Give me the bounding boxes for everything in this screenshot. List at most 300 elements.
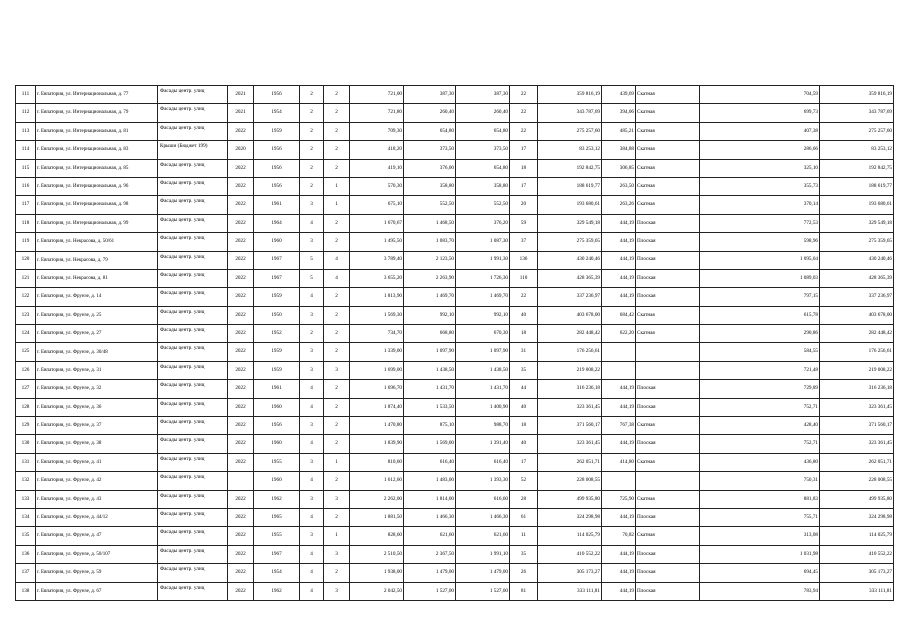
work-type-cell bbox=[158, 343, 228, 361]
address-cell: г. Евпатория, ул. Фрунзе, д. 14 bbox=[36, 288, 158, 306]
planned-year-cell: 2022 bbox=[228, 214, 254, 232]
build-year-cell: 1961 bbox=[254, 196, 300, 214]
table-row bbox=[16, 325, 894, 343]
build-year-cell: 1956 bbox=[254, 417, 300, 435]
table-row bbox=[16, 288, 894, 306]
repair-cost-cell: 219 008,22 bbox=[538, 361, 602, 379]
row-number-cell: 131 bbox=[16, 453, 36, 471]
residents-count-cell: 61 bbox=[510, 508, 538, 526]
row-number-cell: 112 bbox=[16, 104, 36, 122]
living-area-cell: 2 367,50 bbox=[404, 545, 456, 563]
address-cell: г. Евпатория, ул. Интернациональная, д. 79 bbox=[36, 104, 158, 122]
roof-type-cell bbox=[636, 343, 700, 361]
residential-area-cell: 1 087,30 bbox=[456, 233, 510, 251]
cost-limit-cell: 615,78 bbox=[700, 306, 820, 324]
address-cell: г. Евпатория, ул. Интернациональная, д. 83 bbox=[36, 141, 158, 159]
floors-cell: 4 bbox=[300, 435, 324, 453]
residential-area-cell: 552,50 bbox=[456, 196, 510, 214]
work-type-cell bbox=[158, 527, 228, 545]
cost-limit-cell: 704,59 bbox=[700, 86, 820, 104]
floors-cell: 2 bbox=[300, 325, 324, 343]
residential-area-cell: 1 527,00 bbox=[456, 582, 510, 600]
living-area-cell: 1 097,90 bbox=[404, 343, 456, 361]
fund-amount-cell: 430 240,46 bbox=[820, 251, 894, 269]
address-cell: г. Евпатория, ул. Фрунзе, д. 30/48 bbox=[36, 343, 158, 361]
address-cell: г. Евпатория, ул. Фрунзе, д. 36 bbox=[36, 398, 158, 416]
cost-limit-cell: 584,55 bbox=[700, 343, 820, 361]
build-year-cell: 1956 bbox=[254, 86, 300, 104]
row-number-cell: 116 bbox=[16, 177, 36, 195]
fund-amount-cell: 337 236,97 bbox=[820, 288, 894, 306]
residents-count-cell: 110 bbox=[510, 269, 538, 287]
address-cell: г. Евпатория, ул. Интернациональная, д. 81 bbox=[36, 122, 158, 140]
address-cell: г. Евпатория, ул. Фрунзе, д. 38 bbox=[36, 435, 158, 453]
living-area-cell: 668,80 bbox=[404, 325, 456, 343]
living-area-cell: 1 527,00 bbox=[404, 582, 456, 600]
build-year-cell: 1960 bbox=[254, 233, 300, 251]
work-type-label: Фасады центр. улиц bbox=[160, 510, 205, 517]
roof-type-cell: Плоская bbox=[636, 380, 700, 398]
row-number-cell: 118 bbox=[16, 214, 36, 232]
living-area-cell: 1 814,00 bbox=[404, 490, 456, 508]
build-year-cell: 1964 bbox=[254, 214, 300, 232]
floors-cell: 4 bbox=[300, 564, 324, 582]
residential-area-cell: 373,50 bbox=[456, 141, 510, 159]
work-type-cell bbox=[158, 398, 228, 416]
residential-area-cell: 992,10 bbox=[456, 306, 510, 324]
build-year-cell: 1967 bbox=[254, 251, 300, 269]
total-area-cell: 1 612,60 bbox=[350, 472, 404, 490]
cost-limit-cell: 783,94 bbox=[700, 582, 820, 600]
work-type-cell bbox=[158, 269, 228, 287]
entrances-cell: 2 bbox=[324, 288, 350, 306]
residents-count-cell: 18 bbox=[510, 325, 538, 343]
roof-type-cell: Плоская bbox=[636, 582, 700, 600]
residential-area-cell: 654,80 bbox=[456, 122, 510, 140]
residential-area-cell: 616,60 bbox=[456, 490, 510, 508]
work-type-label: Фасады центр. улиц bbox=[160, 253, 205, 260]
work-type-label: Фасады центр. улиц bbox=[160, 492, 205, 499]
unit-cost-cell: 70,82 bbox=[602, 527, 636, 545]
residents-count-cell: 22 bbox=[510, 122, 538, 140]
residents-count-cell: 35 bbox=[510, 545, 538, 563]
planned-year-cell: 2022 bbox=[228, 159, 254, 177]
work-type-label: Фасады центр. улиц bbox=[160, 327, 205, 334]
cost-limit-cell: 772,53 bbox=[700, 214, 820, 232]
work-type-cell bbox=[158, 306, 228, 324]
entrances-cell: 2 bbox=[324, 86, 350, 104]
repair-cost-cell: 403 678,00 bbox=[538, 306, 602, 324]
repair-cost-cell: 275 257,60 bbox=[538, 122, 602, 140]
living-area-cell: 1 533,50 bbox=[404, 398, 456, 416]
repair-cost-cell: 430 240,46 bbox=[538, 251, 602, 269]
total-area-cell: 675,10 bbox=[350, 196, 404, 214]
address-cell: г. Евпатория, ул. Фрунзе, д. 42 bbox=[36, 472, 158, 490]
address-cell: г. Евпатория, ул. Фрунзе, д. 47 bbox=[36, 527, 158, 545]
repair-cost-cell: 193 680,61 bbox=[538, 196, 602, 214]
build-year-cell: 1960 bbox=[254, 398, 300, 416]
row-number-cell: 134 bbox=[16, 508, 36, 526]
table-row bbox=[16, 159, 894, 177]
table-row bbox=[16, 177, 894, 195]
roof-type-cell: Скатная bbox=[636, 104, 700, 122]
unit-cost-cell: 767,38 bbox=[602, 417, 636, 435]
total-area-cell: 2 510,50 bbox=[350, 545, 404, 563]
planned-year-cell: 2022 bbox=[228, 435, 254, 453]
cost-limit-cell: 797,15 bbox=[700, 288, 820, 306]
residential-area-cell: 1 726,30 bbox=[456, 269, 510, 287]
row-number-cell: 129 bbox=[16, 417, 36, 435]
residents-count-cell: 28 bbox=[510, 490, 538, 508]
fund-amount-cell: 282 448,42 bbox=[820, 325, 894, 343]
total-area-cell: 709,30 bbox=[350, 122, 404, 140]
unit-cost-cell: 622,20 bbox=[602, 325, 636, 343]
floors-cell: 2 bbox=[300, 141, 324, 159]
address-cell: г. Евпатория, ул. Интернациональная, д. 99 bbox=[36, 214, 158, 232]
roof-type-cell: Скатная bbox=[636, 177, 700, 195]
build-year-cell: 1960 bbox=[254, 435, 300, 453]
entrances-cell: 2 bbox=[324, 214, 350, 232]
floors-cell: 4 bbox=[300, 288, 324, 306]
planned-year-cell: 2022 bbox=[228, 453, 254, 471]
planned-year-cell: 2022 bbox=[228, 343, 254, 361]
total-area-cell: 1 699,00 bbox=[350, 361, 404, 379]
entrances-cell: 2 bbox=[324, 508, 350, 526]
living-area-cell: 1 469,70 bbox=[404, 288, 456, 306]
fund-amount-cell: 114 025,79 bbox=[820, 527, 894, 545]
address-cell: г. Евпатория, ул. Фрунзе, д. 25 bbox=[36, 306, 158, 324]
entrances-cell: 2 bbox=[324, 380, 350, 398]
living-area-cell: 552,50 bbox=[404, 196, 456, 214]
roof-type-cell: Скатная bbox=[636, 86, 700, 104]
work-type-cell bbox=[158, 159, 228, 177]
residential-area-cell: 616,40 bbox=[456, 453, 510, 471]
address-cell: г. Евпатория, ул. Фрунзе, д. 27 bbox=[36, 325, 158, 343]
living-area-cell: 1 483,00 bbox=[404, 472, 456, 490]
entrances-cell: 3 bbox=[324, 545, 350, 563]
row-number-cell: 133 bbox=[16, 490, 36, 508]
total-area-cell: 2 042,50 bbox=[350, 582, 404, 600]
planned-year-cell: 2022 bbox=[228, 508, 254, 526]
cost-limit-cell: 1 089,03 bbox=[700, 269, 820, 287]
roof-type-cell: Скатная bbox=[636, 196, 700, 214]
roof-type-cell: Скатная bbox=[636, 453, 700, 471]
entrances-cell: 2 bbox=[324, 417, 350, 435]
planned-year-cell: 2022 bbox=[228, 380, 254, 398]
work-type-cell bbox=[158, 564, 228, 582]
unit-cost-cell: 444,19 bbox=[602, 269, 636, 287]
roof-type-cell: Плоская bbox=[636, 233, 700, 251]
planned-year-cell: 2022 bbox=[228, 417, 254, 435]
floors-cell: 4 bbox=[300, 508, 324, 526]
address-cell: г. Евпатория, ул. Интернациональная, д. 96 bbox=[36, 177, 158, 195]
unit-cost-cell: 444,19 bbox=[602, 214, 636, 232]
entrances-cell: 2 bbox=[324, 472, 350, 490]
planned-year-cell: 2022 bbox=[228, 288, 254, 306]
roof-type-cell bbox=[636, 361, 700, 379]
total-area-cell: 1 495,50 bbox=[350, 233, 404, 251]
fund-amount-cell: 176 256,61 bbox=[820, 343, 894, 361]
build-year-cell: 1955 bbox=[254, 453, 300, 471]
address-cell: г. Евпатория, ул. Фрунзе, д. 31 bbox=[36, 361, 158, 379]
cost-limit-cell: 752,71 bbox=[700, 398, 820, 416]
repair-cost-cell: 316 236,18 bbox=[538, 380, 602, 398]
residents-count-cell: 44 bbox=[510, 380, 538, 398]
work-type-label: Фасады центр. улиц bbox=[160, 308, 205, 315]
living-area-cell: 621,60 bbox=[404, 527, 456, 545]
planned-year-cell: 2022 bbox=[228, 306, 254, 324]
unit-cost-cell: 444,19 bbox=[602, 545, 636, 563]
table-row bbox=[16, 472, 894, 490]
address-cell: г. Евпатория, ул. Фрунзе, д. 67 bbox=[36, 582, 158, 600]
row-number-cell: 132 bbox=[16, 472, 36, 490]
table-row bbox=[16, 141, 894, 159]
roof-type-cell: Скатная bbox=[636, 417, 700, 435]
total-area-cell: 721,80 bbox=[350, 104, 404, 122]
residential-area-cell: 1 991,30 bbox=[456, 251, 510, 269]
entrances-cell: 1 bbox=[324, 177, 350, 195]
planned-year-cell: 2022 bbox=[228, 582, 254, 600]
residents-count-cell: 17 bbox=[510, 141, 538, 159]
roof-type-cell: Плоская bbox=[636, 214, 700, 232]
build-year-cell: 1954 bbox=[254, 564, 300, 582]
work-type-label: Фасады центр. улиц bbox=[160, 179, 205, 186]
row-number-cell: 122 bbox=[16, 288, 36, 306]
total-area-cell: 1 881,50 bbox=[350, 508, 404, 526]
roof-type-cell: Плоская bbox=[636, 545, 700, 563]
cost-limit-cell: 721,48 bbox=[700, 361, 820, 379]
repair-cost-cell: 176 256,61 bbox=[538, 343, 602, 361]
table-row bbox=[16, 545, 894, 563]
fund-amount-cell: 275 359,65 bbox=[820, 233, 894, 251]
address-cell: г. Евпатория, ул. Фрунзе, д. 43 bbox=[36, 490, 158, 508]
work-type-label: Фасады центр. улиц bbox=[160, 235, 205, 242]
table-row bbox=[16, 527, 894, 545]
address-cell: г. Евпатория, ул. Фрунзе, д. 37 bbox=[36, 417, 158, 435]
entrances-cell: 4 bbox=[324, 269, 350, 287]
total-area-cell: 3 655,20 bbox=[350, 269, 404, 287]
entrances-cell: 2 bbox=[324, 122, 350, 140]
total-area-cell: 3 789,40 bbox=[350, 251, 404, 269]
planned-year-cell: 2022 bbox=[228, 564, 254, 582]
living-area-cell: 260,40 bbox=[404, 104, 456, 122]
entrances-cell: 1 bbox=[324, 453, 350, 471]
unit-cost-cell: 263,26 bbox=[602, 196, 636, 214]
work-type-cell bbox=[158, 545, 228, 563]
entrances-cell: 2 bbox=[324, 343, 350, 361]
fund-amount-cell: 343 787,69 bbox=[820, 104, 894, 122]
repair-cost-cell: 323 361,45 bbox=[538, 435, 602, 453]
work-type-cell bbox=[158, 177, 228, 195]
work-type-cell bbox=[158, 453, 228, 471]
fund-amount-cell: 192 842,75 bbox=[820, 159, 894, 177]
work-type-cell bbox=[158, 122, 228, 140]
living-area-cell: 1 438,50 bbox=[404, 361, 456, 379]
residents-count-cell: 40 bbox=[510, 435, 538, 453]
repair-cost-cell: 333 111,81 bbox=[538, 582, 602, 600]
row-number-cell: 127 bbox=[16, 380, 36, 398]
work-type-label: Фасады центр. улиц bbox=[160, 124, 205, 131]
total-area-cell: 1 938,00 bbox=[350, 564, 404, 582]
unit-cost-cell: 306,85 bbox=[602, 159, 636, 177]
table-row bbox=[16, 122, 894, 140]
table-row bbox=[16, 86, 894, 104]
living-area-cell: 358,80 bbox=[404, 177, 456, 195]
floors-cell: 4 bbox=[300, 545, 324, 563]
build-year-cell: 1960 bbox=[254, 472, 300, 490]
roof-type-cell: Плоская bbox=[636, 288, 700, 306]
residents-count-cell: 22 bbox=[510, 104, 538, 122]
residents-count-cell: 52 bbox=[510, 472, 538, 490]
table-row bbox=[16, 564, 894, 582]
unit-cost-cell bbox=[602, 472, 636, 490]
work-type-label: Фасады центр. улиц bbox=[160, 419, 205, 426]
entrances-cell: 3 bbox=[324, 361, 350, 379]
planned-year-cell bbox=[228, 472, 254, 490]
table-row bbox=[16, 361, 894, 379]
floors-cell: 2 bbox=[300, 86, 324, 104]
residential-area-cell: 670,30 bbox=[456, 325, 510, 343]
living-area-cell: 1 431,70 bbox=[404, 380, 456, 398]
entrances-cell: 2 bbox=[324, 306, 350, 324]
unit-cost-cell: 444,19 bbox=[602, 398, 636, 416]
fund-amount-cell: 83 253,12 bbox=[820, 141, 894, 159]
roof-type-cell: Скатная bbox=[636, 122, 700, 140]
residential-area-cell: 1 438,50 bbox=[456, 361, 510, 379]
work-type-label: Фасады центр. улиц bbox=[160, 437, 205, 444]
work-type-label: Фасады центр. улиц bbox=[160, 400, 205, 407]
entrances-cell: 2 bbox=[324, 233, 350, 251]
residential-area-cell: 1 097,90 bbox=[456, 343, 510, 361]
row-number-cell: 126 bbox=[16, 361, 36, 379]
residents-count-cell: 11 bbox=[510, 527, 538, 545]
fund-amount-cell: 323 361,45 bbox=[820, 398, 894, 416]
fund-amount-cell: 188 619,77 bbox=[820, 177, 894, 195]
planned-year-cell: 2022 bbox=[228, 398, 254, 416]
residential-area-cell: 621,60 bbox=[456, 527, 510, 545]
cost-limit-cell: 370,14 bbox=[700, 196, 820, 214]
cost-limit-cell: 699,73 bbox=[700, 104, 820, 122]
unit-cost-cell: 444,19 bbox=[602, 582, 636, 600]
floors-cell: 2 bbox=[300, 122, 324, 140]
build-year-cell: 1956 bbox=[254, 159, 300, 177]
row-number-cell: 119 bbox=[16, 233, 36, 251]
residents-count-cell: 40 bbox=[510, 398, 538, 416]
residents-count-cell: 40 bbox=[510, 306, 538, 324]
build-year-cell: 1959 bbox=[254, 361, 300, 379]
work-type-label: Фасады центр. улиц bbox=[160, 345, 205, 352]
living-area-cell: 992,10 bbox=[404, 306, 456, 324]
residential-area-cell: 1 393,30 bbox=[456, 472, 510, 490]
address-cell: г. Евпатория, ул. Некрасова, д. 79 bbox=[36, 251, 158, 269]
row-number-cell: 136 bbox=[16, 545, 36, 563]
address-cell: г. Евпатория, ул. Фрунзе, д. 59 bbox=[36, 564, 158, 582]
floors-cell: 3 bbox=[300, 361, 324, 379]
living-area-cell: 616,40 bbox=[404, 453, 456, 471]
row-number-cell: 115 bbox=[16, 159, 36, 177]
living-area-cell: 1 569,00 bbox=[404, 435, 456, 453]
unit-cost-cell bbox=[602, 361, 636, 379]
build-year-cell: 1952 bbox=[254, 325, 300, 343]
entrances-cell: 2 bbox=[324, 564, 350, 582]
work-type-cell bbox=[158, 214, 228, 232]
work-type-cell bbox=[158, 435, 228, 453]
living-area-cell: 373,50 bbox=[404, 141, 456, 159]
work-type-cell bbox=[158, 417, 228, 435]
table-row bbox=[16, 306, 894, 324]
address-cell: г. Евпатория, ул. Некрасова, д. 81 bbox=[36, 269, 158, 287]
work-type-label: Фасады центр. улиц bbox=[160, 198, 205, 205]
build-year-cell: 1955 bbox=[254, 527, 300, 545]
fund-amount-cell: 371 560,17 bbox=[820, 417, 894, 435]
planned-year-cell: 2022 bbox=[228, 233, 254, 251]
row-number-cell: 135 bbox=[16, 527, 36, 545]
build-year-cell: 1965 bbox=[254, 508, 300, 526]
fund-amount-cell: 219 008,22 bbox=[820, 361, 894, 379]
repair-cost-cell: 305 173,27 bbox=[538, 564, 602, 582]
entrances-cell: 2 bbox=[324, 141, 350, 159]
repair-cost-cell: 323 361,45 bbox=[538, 398, 602, 416]
unit-cost-cell: 444,19 bbox=[602, 435, 636, 453]
floors-cell: 4 bbox=[300, 214, 324, 232]
build-year-cell: 1959 bbox=[254, 122, 300, 140]
address-cell: г. Евпатория, ул. Фрунзе, д. 32 bbox=[36, 380, 158, 398]
address-cell: г. Евпатория, ул. Фрунзе, д. 50/107 bbox=[36, 545, 158, 563]
floors-cell: 3 bbox=[300, 527, 324, 545]
row-number-cell: 111 bbox=[16, 86, 36, 104]
work-type-cell bbox=[158, 86, 228, 104]
fund-amount-cell: 403 678,00 bbox=[820, 306, 894, 324]
build-year-cell: 1961 bbox=[254, 380, 300, 398]
cost-limit-cell: 755,71 bbox=[700, 508, 820, 526]
repair-cost-cell: 192 842,75 bbox=[538, 159, 602, 177]
living-area-cell: 1 468,50 bbox=[404, 214, 456, 232]
fund-amount-cell: 410 552,22 bbox=[820, 545, 894, 563]
residents-count-cell: 22 bbox=[510, 288, 538, 306]
cost-limit-cell: 286,66 bbox=[700, 141, 820, 159]
entrances-cell: 2 bbox=[324, 104, 350, 122]
fund-amount-cell: 193 680,61 bbox=[820, 196, 894, 214]
build-year-cell: 1962 bbox=[254, 582, 300, 600]
residents-count-cell: 37 bbox=[510, 233, 538, 251]
fund-amount-cell: 359 816,19 bbox=[820, 86, 894, 104]
fund-amount-cell: 324 298,98 bbox=[820, 508, 894, 526]
unit-cost-cell: 394,06 bbox=[602, 104, 636, 122]
table-row bbox=[16, 251, 894, 269]
repair-cost-cell: 329 549,18 bbox=[538, 214, 602, 232]
cost-limit-cell: 436,80 bbox=[700, 453, 820, 471]
repair-cost-cell: 83 253,12 bbox=[538, 141, 602, 159]
fund-amount-cell: 228 008,55 bbox=[820, 472, 894, 490]
total-area-cell: 1 339,00 bbox=[350, 343, 404, 361]
table-row bbox=[16, 343, 894, 361]
address-cell: г. Евпатория, ул. Интернациональная, д. 98 bbox=[36, 196, 158, 214]
living-area-cell: 2 123,50 bbox=[404, 251, 456, 269]
unit-cost-cell: 725,90 bbox=[602, 490, 636, 508]
repair-cost-cell: 371 560,17 bbox=[538, 417, 602, 435]
cost-limit-cell: 407,38 bbox=[700, 122, 820, 140]
table-row bbox=[16, 582, 894, 600]
build-year-cell: 1950 bbox=[254, 306, 300, 324]
work-type-cell bbox=[158, 288, 228, 306]
total-area-cell: 1 569,30 bbox=[350, 306, 404, 324]
planned-year-cell: 2022 bbox=[228, 527, 254, 545]
work-type-label: Фасады центр. улиц bbox=[160, 106, 205, 113]
fund-amount-cell: 428 365,39 bbox=[820, 269, 894, 287]
repair-cost-cell: 337 236,97 bbox=[538, 288, 602, 306]
planned-year-cell: 2022 bbox=[228, 251, 254, 269]
cost-limit-cell: 325,10 bbox=[700, 159, 820, 177]
